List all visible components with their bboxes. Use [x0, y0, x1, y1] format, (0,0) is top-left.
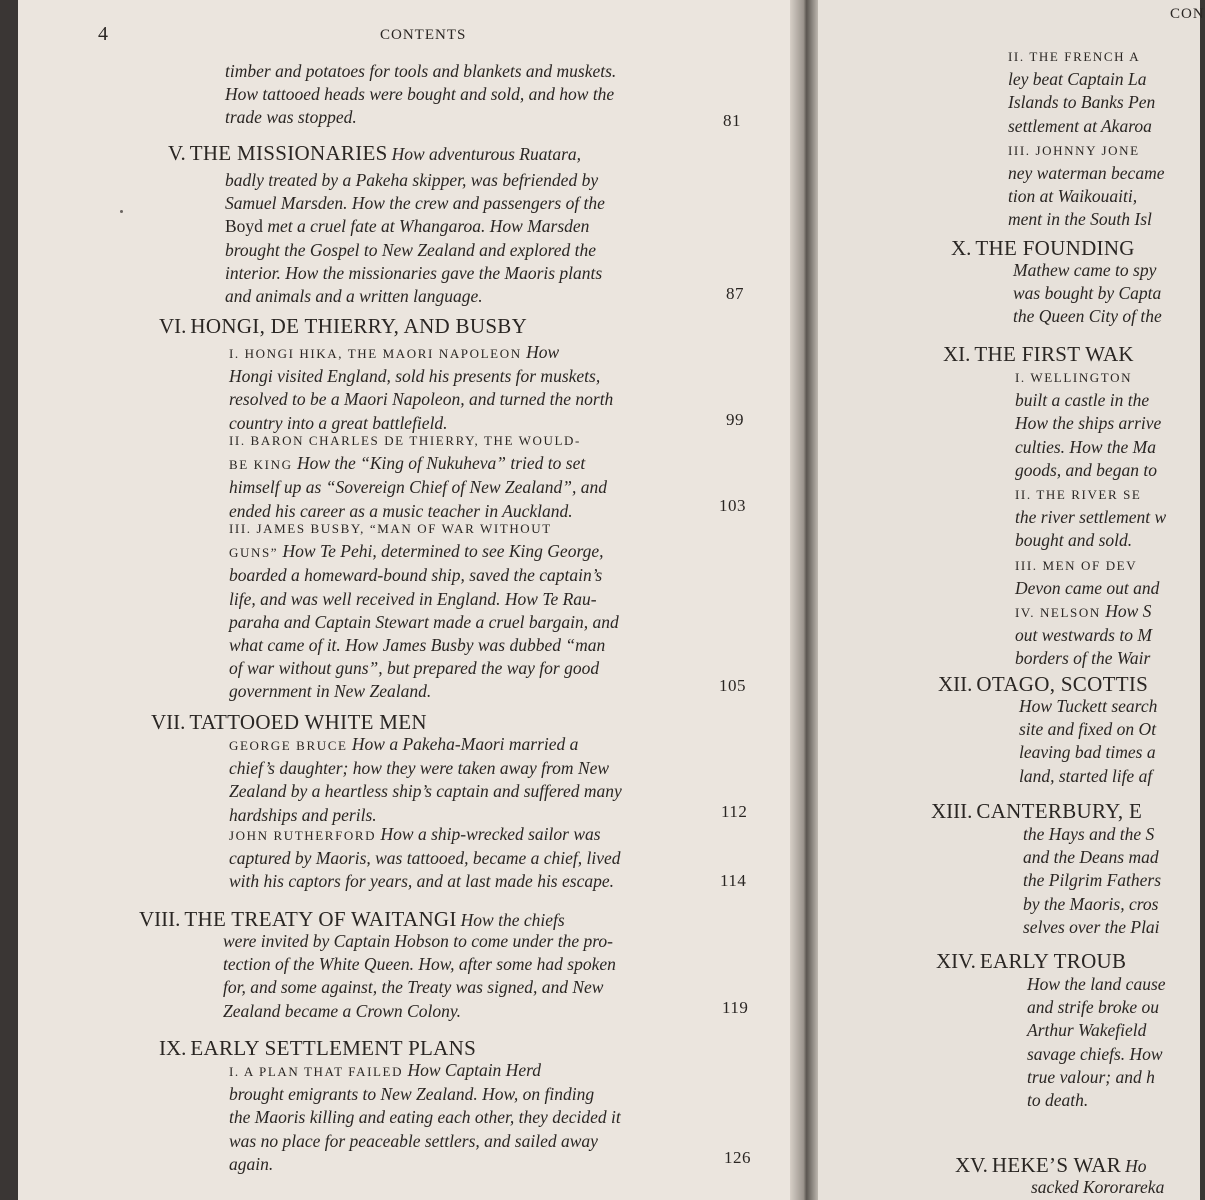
chapter-title: THE TREATY OF WAITANGI [184, 907, 457, 931]
desc-line: Ho [1125, 1156, 1147, 1176]
paper-speck [120, 210, 123, 213]
running-head: CON [1170, 6, 1205, 22]
page-ref: 81 [723, 111, 741, 130]
section-label: I. A PLAN THAT FAILED [229, 1064, 404, 1079]
desc-line: for, and some against, the Treaty was signed, and New [223, 977, 604, 998]
chapter-numeral: VI. [159, 314, 187, 338]
right-page: CON II. THE FRENCH A ley beat Captain La Islands to Banks Pen settlement at Akaroa III. JOHNNY JONE ney waterman became tion at Waikouaiti, ment in the South Isl X. THE FOUNDING Mathew came to spy was bought by Capta the Queen City of the XI. THE FIRST WAK I. WELLINGTON built a castle in the How the ships arrive culties. How the Ma goods, and began to II. THE RIVER SE the river settlement w bought and sold. III. MEN OF DEV Devon came out and IV. NELSON How S out westwards to M borders of the Wair XII. OTAGO, SCOTTIS How Tuckett search site and fixed on Ot leaving bad times a land, started life af XIII. CANTERBURY, E the Hays and the S and the Deans mad the Pilgrim Fathers by the Maoris, cros selves over the Plai XIV. EARLY TROUB How the land cause and strife broke ou Arthur Wakefield savage chiefs. How true valour; and h to death. XV. HEKE’S WAR Ho sacked Kororareka [818, 0, 1200, 1200]
chapter-title: HEKE’S WAR [991, 1153, 1122, 1177]
chapter-numeral: XII. [938, 672, 973, 696]
section-label: JOHN RUTHERFORD [229, 828, 377, 843]
desc-line: brought the Gospel to New Zealand and explored the [225, 239, 597, 260]
desc-line: with his captors for years, and at last made his escape. [229, 871, 614, 892]
chapter-numeral: VII. [151, 710, 186, 734]
desc-line: by the Maoris, cros [1023, 893, 1159, 914]
chapter-numeral: XIV. [936, 949, 976, 973]
section-label: III. MEN OF DEV [1015, 557, 1138, 573]
section-label: GUNS” [229, 545, 279, 561]
desc-line: the river settlement w [1015, 507, 1167, 528]
chapter-numeral: XV. [955, 1153, 988, 1177]
desc-line: again. [229, 1153, 274, 1174]
desc-line: trade was stopped. [225, 107, 357, 128]
desc-line: leaving bad times a [1019, 742, 1156, 763]
desc-line: was no place for peaceable settlers, and sailed away [229, 1130, 598, 1151]
desc-line: Devon came out and [1015, 577, 1160, 598]
desc-line: How the ships arrive [1015, 413, 1162, 434]
desc-line: bought and sold. [1015, 530, 1133, 551]
desc-line: badly treated by a Pakeha skipper, was befriended by [225, 170, 599, 190]
desc-line: settlement at Akaroa [1008, 115, 1152, 136]
desc-line: How tattooed heads were bought and sold, and how the [225, 84, 615, 105]
desc-line: true valour; and h [1027, 1066, 1155, 1087]
ship-name: Boyd [225, 216, 263, 237]
page-ref: 114 [720, 871, 747, 890]
desc-line: Hongi visited England, sold his presents for muskets, [229, 366, 601, 387]
desc-line: How Tuckett search [1019, 696, 1158, 716]
chapter-title: CANTERBURY, E [976, 799, 1143, 823]
desc-line: Boyd met a cruel fate at Whangaroa. How Marsden [225, 216, 590, 237]
desc-line: ment in the South Isl [1008, 209, 1152, 230]
section-label: IV. NELSON [1015, 605, 1101, 621]
desc-line: the Hays and the S [1023, 824, 1155, 844]
chapter-ix-continued [1008, 44, 1164, 232]
desc-line: goods, and began to [1015, 459, 1157, 480]
page-ref: 112 [721, 802, 748, 821]
chapter-title: THE FIRST WAK [974, 342, 1134, 366]
desc-line: to death. [1027, 1090, 1089, 1111]
desc-line: and strife broke ou [1027, 997, 1160, 1018]
desc-line: and animals and a written language. [225, 286, 483, 307]
desc-line: ended his career as a music teacher in Auckland. [229, 500, 573, 521]
chapter-numeral: XI. [943, 342, 971, 366]
desc-line: Zealand became a Crown Colony. [223, 1000, 462, 1021]
page-ref: 105 [719, 676, 746, 695]
running-head: CONTENTS [380, 27, 467, 43]
desc-line: savage chiefs. How [1027, 1043, 1163, 1064]
desc-line: country into a great battlefield. [229, 412, 448, 433]
section-label: II. THE RIVER SE [1015, 487, 1142, 503]
chapter-numeral: VIII. [139, 907, 181, 931]
section-label: GEORGE BRUCE [229, 738, 348, 753]
desc-line: life, and was well received in England. How Te Rau- [229, 588, 597, 609]
chapter-title: TATTOOED WHITE MEN [189, 710, 427, 734]
desc-line: selves over the Plai [1023, 916, 1160, 937]
chapter-title: EARLY TROUB [979, 949, 1127, 973]
chapter-numeral: V. [168, 141, 186, 165]
chapter-numeral: IX. [159, 1036, 187, 1060]
section-label: BE KING [229, 457, 293, 473]
desc-line: the Queen City of the [1013, 306, 1162, 327]
desc-line: ley beat Captain La [1008, 69, 1147, 90]
chapter-title: HONGI, DE THIERRY, AND BUSBY [190, 314, 528, 338]
chapter-title: THE FOUNDING [975, 236, 1135, 260]
desc-line: government in New Zealand. [229, 681, 432, 702]
desc-line: what came of it. How James Busby was dubbed “man [229, 635, 606, 656]
desc-line: were invited by Captain Hobson to come under the pro- [223, 931, 613, 951]
page-number: 4 [98, 23, 108, 45]
section-label: II. THE FRENCH A [1008, 49, 1141, 64]
desc-line: was bought by Capta [1013, 283, 1162, 304]
page-ref: 103 [719, 496, 746, 515]
page-ref: 99 [726, 410, 744, 429]
desc-line: land, started life af [1019, 765, 1153, 786]
page-ref: 126 [724, 1148, 751, 1167]
desc-line: ney waterman became [1008, 163, 1165, 184]
desc-line: chief’s daughter; how they were taken away from New [229, 758, 610, 779]
desc-line: How the land cause [1027, 974, 1166, 994]
desc-line: Zealand by a heartless ship’s captain and suffered many [229, 781, 622, 802]
desc-line: How adventurous Ruatara, [391, 144, 582, 164]
book-gutter [790, 0, 820, 1200]
left-page: 4 CONTENTS timber and potatoes for tools and blankets and muskets. How tattooed heads were bought and sold, and how the trade was stopped. 81 V. THE MISSIONARIES How adventurous Ruatara, badly treated by a Pakeha skipper, was befriended by Samuel Marsden. How the crew and passengers of the Boyd met a cruel fate at Whangaroa. How Marsden brought the Gospel to New Zealand and explored the interior. How the missionaries gave the Maoris plants and animals and a written language. 87 VI. HONGI, DE THIERRY, AND BUSBY I. HONGI HIKA, THE MAORI NAPOLEON How Hongi visited England, sold his presents for muskets, resolved to be a Maori Napoleon, and turned the north country into a great battlefield. 99 II. BARON CHARLES DE THIERRY, THE WOULD- BE KING How the “King of Nukuheva” tried to set himself up as “Sovereign Chief of New Zealand”, and ended his career as a music teacher in Auckland. 103 III. JAMES BUSBY, “MAN OF WAR WITHOUT GUNS” How Te Pehi, determined to see King George, boarded a homeward-bound ship, saved the captain’s life, and was well received in England. How Te Rau- paraha and Captain Stewart made a cruel bargain, and what came of it. How James Busby was dubbed “man of war without guns”, but prepared the way for good government in New Zealand. 105 VII. TATTOOED WHITE MEN GEORGE BRUCE How a Pakeha-Maori married a chief’s daughter; how they were taken away from New Zealand by a heartless ship’s captain and suffered many hardships and perils. 112 JOHN RUTHERFORD How a ship-wrecked sailor was captured by Maoris, was tattooed, became a chief, lived with his captors for years, and at last made his escape. 114 VIII. THE TREATY OF WAITANGI How the chiefs were invited by Captain Hobson to come under the pro- tection of the White Queen. How, after some had spoken for, and some against, the Treaty was signed, and New Zealand became a Crown Colony. 119 IX. EARLY SETTLEMENT PLANS I. A PLAN THAT FAILED How Captain Herd brought emigrants to New Zealand. How, on finding the Maoris killing and eating each other, they decided it was no place for peaceable settlers, and sailed away again. 126 [18, 0, 805, 1200]
page-ref: 119 [722, 998, 749, 1017]
desc-line: the Maoris killing and eating each other, they decided it [229, 1107, 621, 1128]
section-label: II. BARON CHARLES DE THIERRY, THE WOULD- [229, 433, 581, 448]
desc-line: hardships and perils. [229, 804, 377, 825]
section-label: I. HONGI HIKA, THE MAORI NAPOLEON [229, 346, 522, 361]
desc-line: out westwards to M [1015, 625, 1152, 646]
desc-line: captured by Maoris, was tattooed, became a chief, lived [229, 848, 621, 869]
section-label: III. JOHNNY JONE [1008, 142, 1140, 158]
chapter-title: OTAGO, SCOTTIS [976, 672, 1149, 696]
desc-line: sacked Kororareka [1031, 1177, 1165, 1197]
desc-line: How the chiefs [460, 910, 565, 930]
chapter-title: THE MISSIONARIES [189, 141, 388, 165]
desc-line: interior. How the missionaries gave the Maoris plants [225, 262, 603, 283]
desc-line: resolved to be a Maori Napoleon, and turned the north [229, 389, 614, 410]
desc-line: Samuel Marsden. How the crew and passengers of the [225, 193, 605, 214]
section-label: I. WELLINGTON [1015, 370, 1133, 385]
desc-line: site and fixed on Ot [1019, 719, 1157, 740]
desc-line: borders of the Wair [1015, 648, 1151, 669]
section-label: III. JAMES BUSBY, “MAN OF WAR WITHOUT [229, 521, 552, 536]
page-ref: 87 [726, 284, 744, 303]
desc-line: Arthur Wakefield [1027, 1020, 1147, 1041]
desc-line: tection of the White Queen. How, after some had spoken [223, 954, 616, 975]
desc-line: brought emigrants to New Zealand. How, on finding [229, 1084, 595, 1105]
desc-line: culties. How the Ma [1015, 436, 1156, 457]
desc-line: Mathew came to spy [1013, 260, 1157, 280]
desc-line: himself up as “Sovereign Chief of New Zealand”, and [229, 477, 608, 498]
desc-line: built a castle in the [1015, 390, 1150, 411]
chapter-title: EARLY SETTLEMENT PLANS [190, 1036, 477, 1060]
desc-line: of war without guns”, but prepared the way for good [229, 658, 600, 679]
desc-line: paraha and Captain Stewart made a cruel bargain, and [229, 611, 619, 632]
continuation-text [225, 60, 616, 130]
desc-line: timber and potatoes for tools and blankets and muskets. [225, 61, 617, 81]
desc-line: and the Deans mad [1023, 847, 1159, 868]
desc-line: the Pilgrim Fathers [1023, 870, 1162, 891]
chapter-numeral: XIII. [931, 799, 973, 823]
desc-line: boarded a homeward-bound ship, saved the captain’s [229, 565, 603, 586]
desc-line: Islands to Banks Pen [1008, 92, 1156, 113]
desc-line: tion at Waikouaiti, [1008, 186, 1138, 207]
chapter-numeral: X. [951, 236, 972, 260]
